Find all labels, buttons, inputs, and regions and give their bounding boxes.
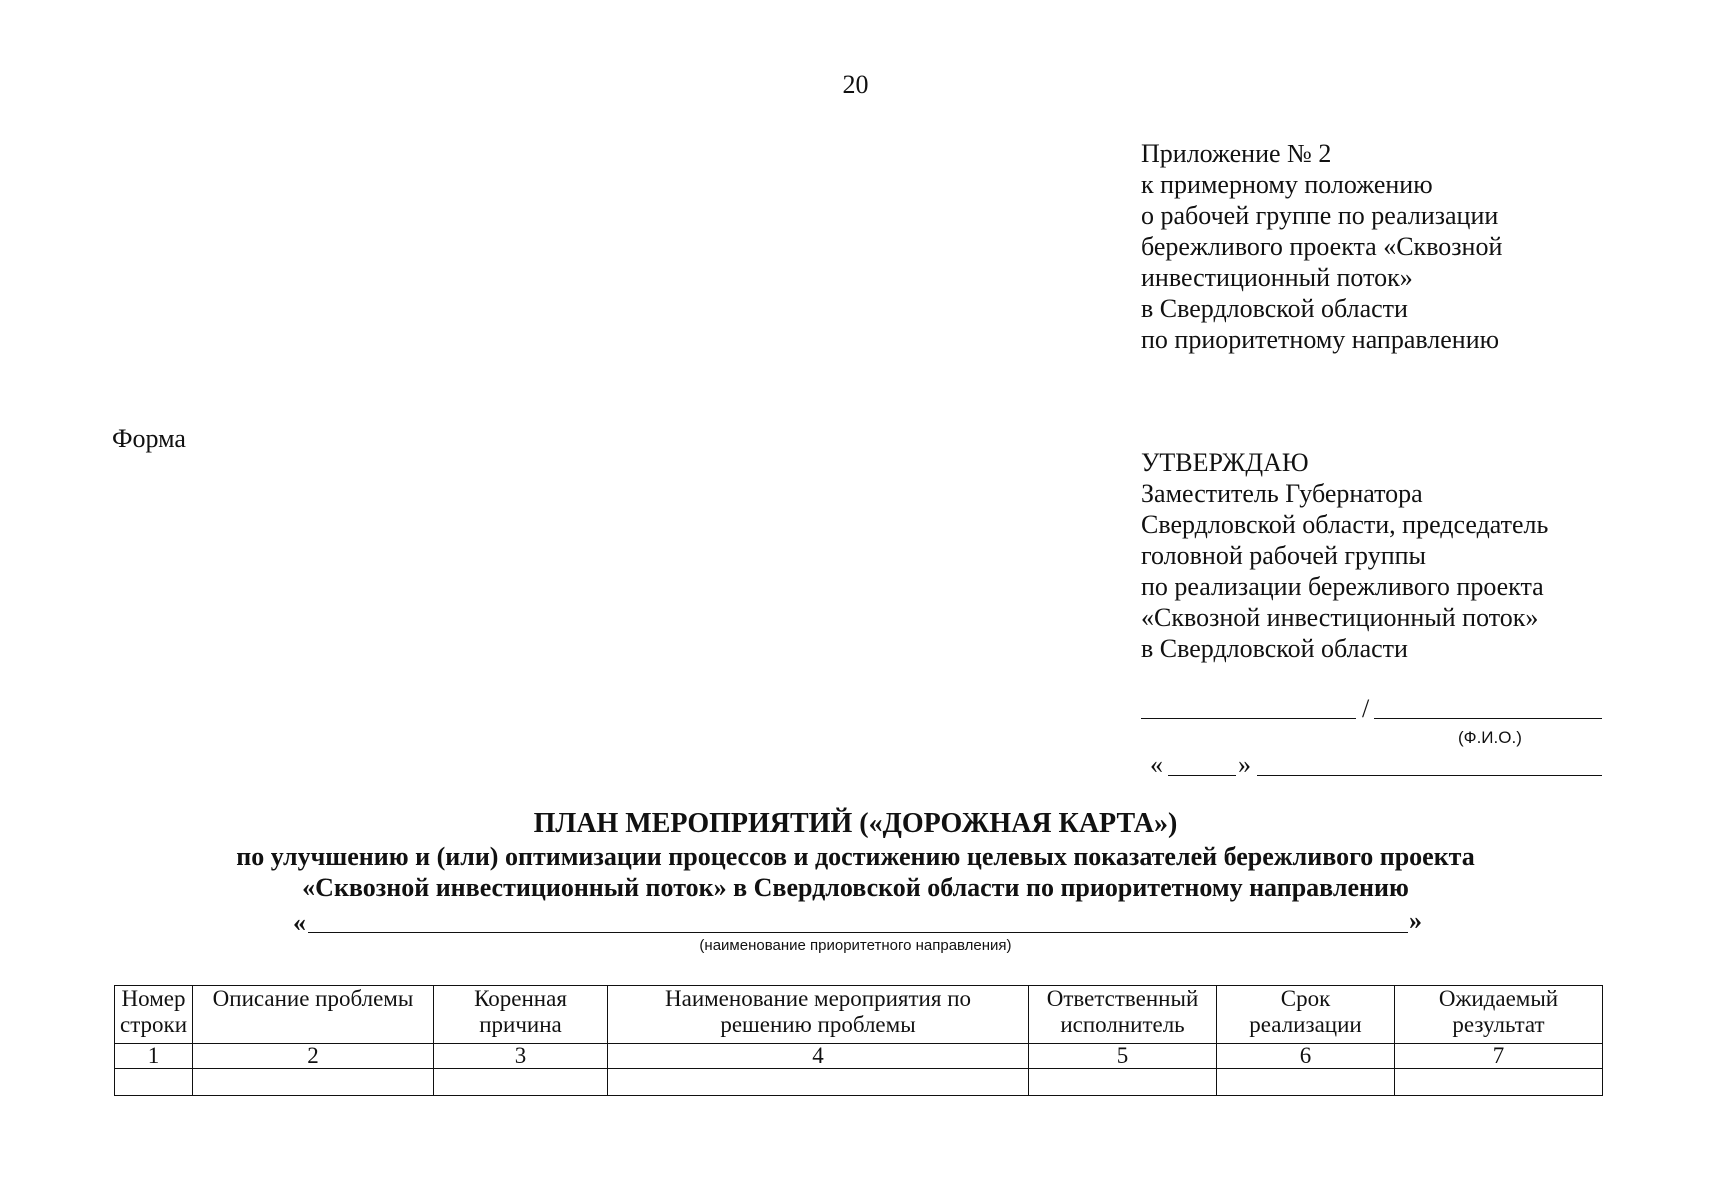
appendix-line: по приоритетному направлению [1141,325,1500,354]
column-number: 7 [1395,1044,1603,1069]
date-day-line[interactable] [1168,775,1236,776]
appendix-line: о рабочей группе по реализации [1141,201,1499,230]
approval-line: головной рабочей группы [1141,541,1426,570]
table-cell[interactable] [434,1069,608,1096]
header-problem-description: Описание проблемы [193,986,434,1044]
subtitle-line: «Сквозной инвестиционный поток» в Свердловской области по приоритетному направлению [302,873,1409,902]
fio-line[interactable] [1374,718,1602,719]
table-row [115,1069,1603,1096]
table-column-numbers-row [115,1044,1603,1069]
approval-line: «Сквозной инвестиционный поток» [1141,603,1539,632]
column-number: 1 [115,1044,193,1069]
appendix-block [1141,138,1502,355]
table-cell[interactable] [1217,1069,1395,1096]
column-number: 3 [434,1044,608,1069]
header-expected-result: Ожидаемый результат [1395,986,1603,1044]
signature-slash: / [1362,694,1370,723]
table-cell[interactable] [115,1069,193,1096]
header-root-cause: Коренная причина [434,986,608,1044]
document-title: ПЛАН МЕРОПРИЯТИЙ («ДОРОЖНАЯ КАРТА») [533,808,1178,839]
column-number: 5 [1029,1044,1217,1069]
table-cell[interactable] [1395,1069,1603,1096]
appendix-line: инвестиционный поток» [1141,263,1413,292]
table-header-row [115,986,1603,1044]
column-number: 2 [193,1044,434,1069]
column-number: 6 [1217,1044,1395,1069]
approval-block [1141,447,1548,664]
appendix-line: бережливого проекта «Сквозной [1141,232,1503,261]
table-cell[interactable] [1029,1069,1217,1096]
direction-close-quote: » [1409,906,1422,935]
approval-line: по реализации бережливого проекта [1141,572,1544,601]
direction-caption: (наименование приоритетного направления) [699,937,1012,954]
approval-line: Свердловской области, председатель [1141,510,1549,539]
appendix-line: в Свердловской области [1141,294,1408,323]
roadmap-table [114,985,1603,1096]
table-cell[interactable] [193,1069,434,1096]
page-number: 20 [842,70,869,99]
document-subtitle [0,841,1711,903]
approval-line: Заместитель Губернатора [1141,479,1423,508]
header-measure-name: Наименование мероприятия по решению проблемы [608,986,1029,1044]
direction-open-quote: « [293,908,306,937]
table-cell[interactable] [608,1069,1029,1096]
approval-line: в Свердловской области [1141,634,1408,663]
header-responsible: Ответственный исполнитель [1029,986,1217,1044]
appendix-line: к примерному положению [1141,170,1433,199]
column-number: 4 [608,1044,1029,1069]
direction-name-line[interactable] [308,932,1408,933]
header-deadline: Срок реализации [1217,986,1395,1044]
approval-line: УТВЕРЖДАЮ [1141,448,1309,477]
date-open-quote: « [1150,750,1163,779]
date-close-quote: » [1238,750,1251,779]
header-row-number: Номер строки [115,986,193,1044]
signature-line[interactable] [1141,718,1356,719]
form-label: Форма [112,424,186,453]
fio-caption: (Ф.И.О.) [1458,728,1522,747]
subtitle-line: по улучшению и (или) оптимизации процессов и достижению целевых показателей бережливого проекта [236,842,1475,871]
appendix-line: Приложение № 2 [1141,139,1332,168]
date-month-year-line[interactable] [1257,775,1602,776]
